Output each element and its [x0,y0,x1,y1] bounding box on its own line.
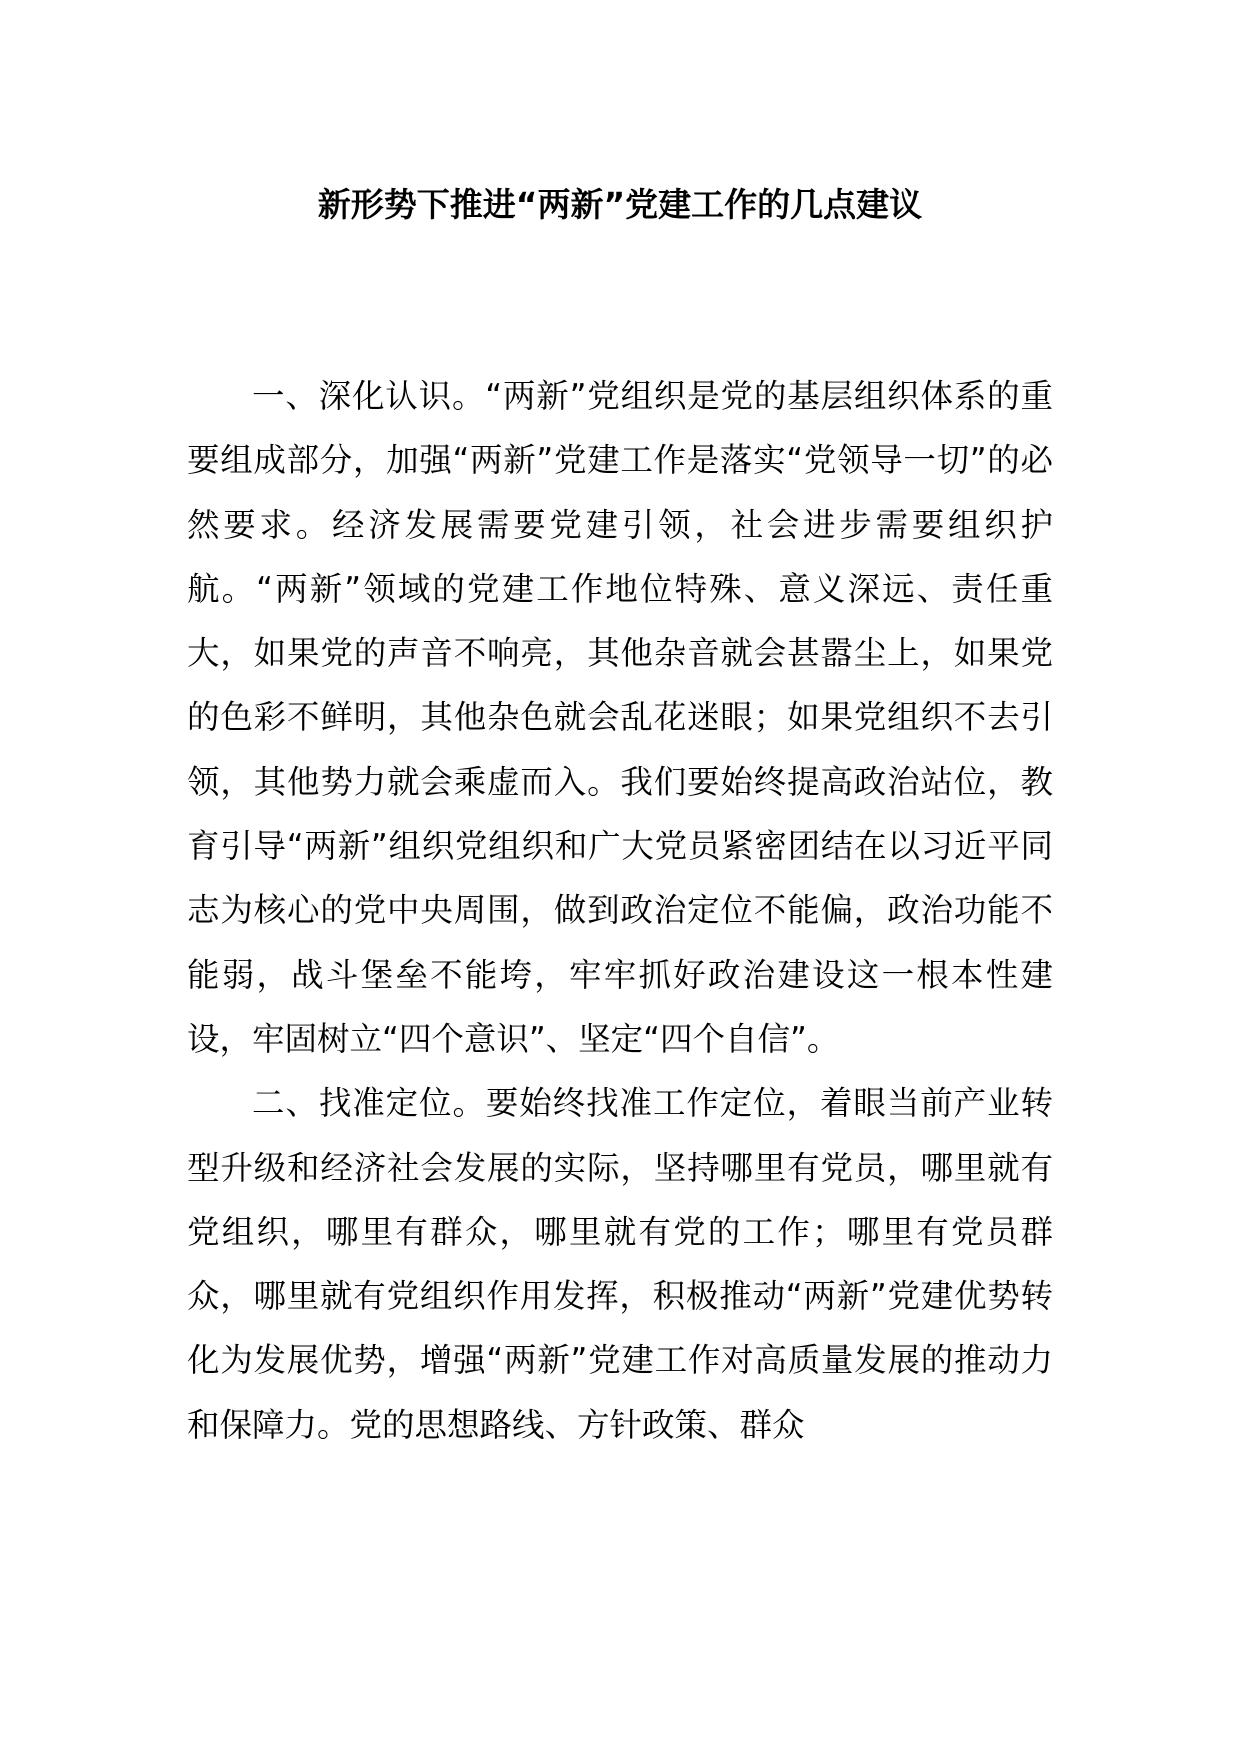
document-title: 新形势下推进“两新”党建工作的几点建议 [317,185,923,224]
paragraph-find-position: 二、找准定位。要始终找准工作定位，着眼当前产业转型升级和经济社会发展的实际，坚持哪里有党员，哪里就有党组织，哪里有群众，哪里就有党的工作；哪里有党员群众，哪里就有党组织作用发挥，积极推动“两新”党建优势转化为发展优势，增强“两新”党建工作对高质量发展的推动力和保障力。党的思想路线、方针政策、群众 [187,1084,1053,1444]
document-body [187,364,1053,1457]
paragraph-deepen-understanding: 一、深化认识。“两新”党组织是党的基层组织体系的重要组成部分，加强“两新”党建工作是落实“党领导一切”的必然要求。经济发展需要党建引领，社会进步需要组织护航。“两新”领域的党建工作地位特殊、意义深远、责任重大，如果党的声音不响亮，其他杂音就会甚嚣尘上，如果党的色彩不鲜明，其他杂色就会乱花迷眼；如果党组织不去引领，其他势力就会乘虚而入。我们要始终提高政治站位，教育引导“两新”组织党组织和广大党员紧密团结在以习近平同志为核心的党中央周围，做到政治定位不能偏，政治功能不能弱，战斗堡垒不能垮，牢牢抓好政治建设这一根本性建设，牢固树立“四个意识”、坚定“四个自信”。 [187,377,1053,1058]
